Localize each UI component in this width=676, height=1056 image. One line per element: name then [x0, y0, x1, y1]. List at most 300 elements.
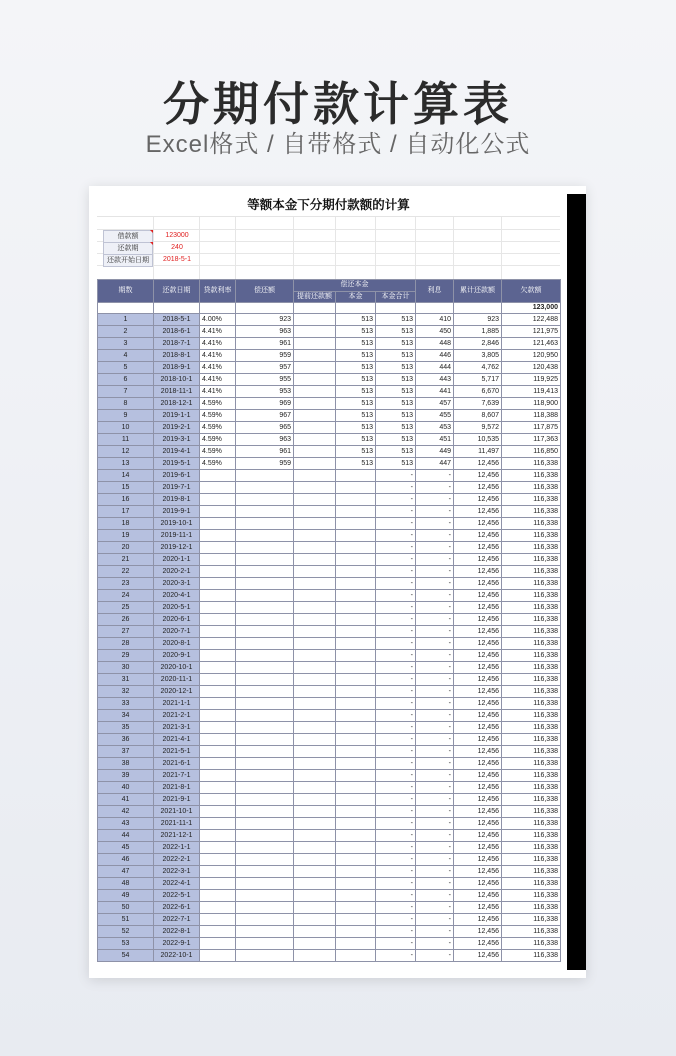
principal-cell[interactable]: 513 [336, 386, 376, 398]
prepay-cell[interactable] [294, 722, 336, 734]
interest-cell[interactable]: - [416, 794, 454, 806]
period-cell[interactable]: 52 [98, 926, 154, 938]
prepay-cell[interactable] [294, 686, 336, 698]
date-cell[interactable]: 2022-9-1 [154, 938, 200, 950]
interest-cell[interactable]: - [416, 482, 454, 494]
payment-cell[interactable] [236, 554, 294, 566]
rate-cell[interactable] [200, 698, 236, 710]
payment-cell[interactable] [236, 566, 294, 578]
period-cell[interactable]: 51 [98, 914, 154, 926]
principal-total-cell[interactable]: - [376, 830, 416, 842]
principal-cell[interactable] [336, 662, 376, 674]
payment-cell[interactable] [236, 722, 294, 734]
principal-total-cell[interactable]: - [376, 662, 416, 674]
balance-cell[interactable]: 116,338 [502, 626, 561, 638]
balance-cell[interactable]: 116,338 [502, 722, 561, 734]
period-cell[interactable]: 14 [98, 470, 154, 482]
period-cell[interactable]: 48 [98, 878, 154, 890]
payment-cell[interactable]: 965 [236, 422, 294, 434]
payment-cell[interactable] [236, 854, 294, 866]
payment-cell[interactable] [236, 482, 294, 494]
date-cell[interactable]: 2021-7-1 [154, 770, 200, 782]
prepay-cell[interactable] [294, 782, 336, 794]
balance-cell[interactable]: 116,338 [502, 674, 561, 686]
payment-cell[interactable] [236, 770, 294, 782]
prepay-cell[interactable] [294, 638, 336, 650]
principal-total-cell[interactable]: 513 [376, 362, 416, 374]
balance-cell[interactable]: 116,338 [502, 662, 561, 674]
rate-cell[interactable] [200, 566, 236, 578]
interest-cell[interactable]: - [416, 806, 454, 818]
date-cell[interactable]: 2021-3-1 [154, 722, 200, 734]
balance-cell[interactable]: 119,413 [502, 386, 561, 398]
principal-cell[interactable] [336, 686, 376, 698]
interest-cell[interactable]: 449 [416, 446, 454, 458]
date-cell[interactable]: 2021-11-1 [154, 818, 200, 830]
date-cell[interactable]: 2020-10-1 [154, 662, 200, 674]
cumulative-cell[interactable]: 12,456 [454, 542, 502, 554]
principal-cell[interactable] [336, 578, 376, 590]
cumulative-cell[interactable]: 12,456 [454, 710, 502, 722]
payment-cell[interactable]: 959 [236, 458, 294, 470]
interest-cell[interactable]: - [416, 782, 454, 794]
principal-total-cell[interactable]: 513 [376, 410, 416, 422]
date-cell[interactable]: 2022-3-1 [154, 866, 200, 878]
period-cell[interactable]: 3 [98, 338, 154, 350]
date-cell[interactable]: 2020-4-1 [154, 590, 200, 602]
rate-cell[interactable] [200, 470, 236, 482]
period-cell[interactable]: 10 [98, 422, 154, 434]
interest-cell[interactable]: - [416, 578, 454, 590]
payment-cell[interactable]: 969 [236, 398, 294, 410]
balance-cell[interactable]: 121,463 [502, 338, 561, 350]
payment-cell[interactable] [236, 710, 294, 722]
interest-cell[interactable]: - [416, 494, 454, 506]
cumulative-cell[interactable]: 12,456 [454, 806, 502, 818]
payment-cell[interactable] [236, 590, 294, 602]
payment-cell[interactable] [236, 866, 294, 878]
principal-cell[interactable] [336, 698, 376, 710]
payment-cell[interactable] [236, 674, 294, 686]
payment-cell[interactable] [236, 782, 294, 794]
cumulative-cell[interactable]: 12,456 [454, 758, 502, 770]
principal-cell[interactable]: 513 [336, 338, 376, 350]
rate-cell[interactable] [200, 830, 236, 842]
prepay-cell[interactable] [294, 590, 336, 602]
balance-cell[interactable]: 120,438 [502, 362, 561, 374]
date-cell[interactable]: 2021-6-1 [154, 758, 200, 770]
payment-cell[interactable] [236, 662, 294, 674]
period-cell[interactable]: 25 [98, 602, 154, 614]
interest-cell[interactable]: - [416, 542, 454, 554]
period-cell[interactable]: 29 [98, 650, 154, 662]
prepay-cell[interactable] [294, 542, 336, 554]
rate-cell[interactable] [200, 626, 236, 638]
balance-cell[interactable]: 116,338 [502, 470, 561, 482]
period-cell[interactable]: 4 [98, 350, 154, 362]
date-cell[interactable]: 2022-8-1 [154, 926, 200, 938]
balance-cell[interactable]: 116,338 [502, 518, 561, 530]
principal-cell[interactable] [336, 890, 376, 902]
payment-cell[interactable]: 963 [236, 434, 294, 446]
balance-cell[interactable]: 116,338 [502, 638, 561, 650]
interest-cell[interactable]: - [416, 734, 454, 746]
cumulative-cell[interactable]: 12,456 [454, 926, 502, 938]
prepay-cell[interactable] [294, 602, 336, 614]
period-cell[interactable]: 54 [98, 950, 154, 962]
param-value[interactable]: 2018-5-1 [162, 256, 192, 263]
param-value[interactable]: 123000 [165, 232, 189, 239]
prepay-cell[interactable] [294, 902, 336, 914]
balance-cell[interactable]: 116,338 [502, 530, 561, 542]
period-cell[interactable]: 26 [98, 614, 154, 626]
date-cell[interactable]: 2020-5-1 [154, 602, 200, 614]
balance-cell[interactable]: 116,338 [502, 914, 561, 926]
principal-cell[interactable] [336, 614, 376, 626]
period-cell[interactable]: 11 [98, 434, 154, 446]
principal-cell[interactable] [336, 506, 376, 518]
date-cell[interactable]: 2018-5-1 [154, 314, 200, 326]
date-cell[interactable]: 2020-1-1 [154, 554, 200, 566]
principal-total-cell[interactable]: - [376, 698, 416, 710]
payment-cell[interactable] [236, 614, 294, 626]
cumulative-cell[interactable]: 8,607 [454, 410, 502, 422]
rate-cell[interactable] [200, 734, 236, 746]
balance-cell[interactable]: 116,338 [502, 770, 561, 782]
principal-total-cell[interactable]: 513 [376, 446, 416, 458]
period-cell[interactable]: 32 [98, 686, 154, 698]
payment-cell[interactable] [236, 734, 294, 746]
cumulative-cell[interactable]: 12,456 [454, 734, 502, 746]
balance-cell[interactable]: 116,338 [502, 506, 561, 518]
payment-cell[interactable] [236, 746, 294, 758]
interest-cell[interactable]: 410 [416, 314, 454, 326]
rate-cell[interactable]: 4.41% [200, 326, 236, 338]
cumulative-cell[interactable]: 12,456 [454, 650, 502, 662]
cumulative-cell[interactable]: 12,456 [454, 938, 502, 950]
cumulative-cell[interactable]: 12,456 [454, 854, 502, 866]
interest-cell[interactable]: - [416, 902, 454, 914]
balance-cell[interactable]: 116,338 [502, 554, 561, 566]
interest-cell[interactable]: - [416, 470, 454, 482]
date-cell[interactable]: 2018-9-1 [154, 362, 200, 374]
interest-cell[interactable]: - [416, 938, 454, 950]
cumulative-cell[interactable]: 12,456 [454, 830, 502, 842]
prepay-cell[interactable] [294, 842, 336, 854]
cumulative-cell[interactable]: 9,572 [454, 422, 502, 434]
payment-cell[interactable] [236, 650, 294, 662]
rate-cell[interactable] [200, 866, 236, 878]
principal-cell[interactable]: 513 [336, 374, 376, 386]
principal-total-cell[interactable]: - [376, 758, 416, 770]
principal-cell[interactable] [336, 950, 376, 962]
period-cell[interactable]: 2 [98, 326, 154, 338]
interest-cell[interactable]: 443 [416, 374, 454, 386]
principal-total-cell[interactable]: - [376, 854, 416, 866]
period-cell[interactable]: 17 [98, 506, 154, 518]
cumulative-cell[interactable]: 12,456 [454, 518, 502, 530]
payment-cell[interactable] [236, 950, 294, 962]
principal-cell[interactable] [336, 854, 376, 866]
principal-cell[interactable] [336, 710, 376, 722]
period-cell[interactable]: 53 [98, 938, 154, 950]
balance-cell[interactable]: 116,338 [502, 926, 561, 938]
principal-cell[interactable] [336, 938, 376, 950]
balance-cell[interactable]: 116,338 [502, 842, 561, 854]
rate-cell[interactable] [200, 650, 236, 662]
rate-cell[interactable] [200, 686, 236, 698]
balance-cell[interactable]: 116,338 [502, 566, 561, 578]
principal-total-cell[interactable]: 513 [376, 374, 416, 386]
principal-cell[interactable] [336, 866, 376, 878]
principal-cell[interactable]: 513 [336, 434, 376, 446]
prepay-cell[interactable] [294, 554, 336, 566]
cumulative-cell[interactable]: 12,456 [454, 458, 502, 470]
prepay-cell[interactable] [294, 362, 336, 374]
rate-cell[interactable] [200, 878, 236, 890]
principal-total-cell[interactable]: - [376, 482, 416, 494]
prepay-cell[interactable] [294, 566, 336, 578]
principal-total-cell[interactable]: - [376, 530, 416, 542]
cumulative-cell[interactable]: 12,456 [454, 470, 502, 482]
period-cell[interactable]: 38 [98, 758, 154, 770]
prepay-cell[interactable] [294, 326, 336, 338]
prepay-cell[interactable] [294, 374, 336, 386]
prepay-cell[interactable] [294, 398, 336, 410]
prepay-cell[interactable] [294, 674, 336, 686]
cumulative-cell[interactable]: 6,670 [454, 386, 502, 398]
payment-cell[interactable] [236, 626, 294, 638]
cumulative-cell[interactable]: 12,456 [454, 626, 502, 638]
payment-cell[interactable] [236, 914, 294, 926]
date-cell[interactable]: 2020-3-1 [154, 578, 200, 590]
cumulative-cell[interactable]: 12,456 [454, 746, 502, 758]
prepay-cell[interactable] [294, 758, 336, 770]
rate-cell[interactable] [200, 842, 236, 854]
prepay-cell[interactable] [294, 938, 336, 950]
cumulative-cell[interactable]: 2,846 [454, 338, 502, 350]
period-cell[interactable]: 27 [98, 626, 154, 638]
prepay-cell[interactable] [294, 614, 336, 626]
cumulative-cell[interactable]: 5,717 [454, 374, 502, 386]
cumulative-cell[interactable]: 12,456 [454, 842, 502, 854]
payment-cell[interactable]: 959 [236, 350, 294, 362]
prepay-cell[interactable] [294, 734, 336, 746]
principal-cell[interactable] [336, 554, 376, 566]
principal-cell[interactable] [336, 830, 376, 842]
cumulative-cell[interactable]: 12,456 [454, 794, 502, 806]
cumulative-cell[interactable]: 12,456 [454, 818, 502, 830]
principal-total-cell[interactable]: 513 [376, 350, 416, 362]
interest-cell[interactable]: - [416, 506, 454, 518]
principal-total-cell[interactable]: - [376, 686, 416, 698]
rate-cell[interactable]: 4.41% [200, 362, 236, 374]
interest-cell[interactable]: - [416, 626, 454, 638]
prepay-cell[interactable] [294, 698, 336, 710]
balance-cell[interactable]: 116,338 [502, 806, 561, 818]
prepay-cell[interactable] [294, 626, 336, 638]
principal-total-cell[interactable]: - [376, 890, 416, 902]
balance-cell[interactable]: 116,338 [502, 746, 561, 758]
param-value[interactable]: 240 [171, 244, 183, 251]
interest-cell[interactable]: - [416, 770, 454, 782]
rate-cell[interactable] [200, 542, 236, 554]
balance-cell[interactable]: 116,338 [502, 614, 561, 626]
cumulative-cell[interactable]: 10,535 [454, 434, 502, 446]
payment-cell[interactable]: 967 [236, 410, 294, 422]
balance-cell[interactable]: 116,338 [502, 890, 561, 902]
principal-total-cell[interactable]: - [376, 770, 416, 782]
payment-cell[interactable] [236, 638, 294, 650]
payment-cell[interactable] [236, 542, 294, 554]
principal-total-cell[interactable]: - [376, 746, 416, 758]
rate-cell[interactable] [200, 614, 236, 626]
principal-total-cell[interactable]: - [376, 602, 416, 614]
balance-cell[interactable]: 116,338 [502, 482, 561, 494]
date-cell[interactable]: 2020-7-1 [154, 626, 200, 638]
principal-cell[interactable] [336, 758, 376, 770]
cumulative-cell[interactable]: 12,456 [454, 506, 502, 518]
prepay-cell[interactable] [294, 446, 336, 458]
rate-cell[interactable] [200, 506, 236, 518]
cumulative-cell[interactable]: 1,885 [454, 326, 502, 338]
date-cell[interactable]: 2020-11-1 [154, 674, 200, 686]
rate-cell[interactable] [200, 746, 236, 758]
date-cell[interactable]: 2021-2-1 [154, 710, 200, 722]
period-cell[interactable]: 45 [98, 842, 154, 854]
principal-total-cell[interactable]: 513 [376, 458, 416, 470]
principal-total-cell[interactable]: - [376, 938, 416, 950]
period-cell[interactable]: 16 [98, 494, 154, 506]
payment-cell[interactable] [236, 878, 294, 890]
cumulative-cell[interactable]: 3,805 [454, 350, 502, 362]
rate-cell[interactable]: 4.00% [200, 314, 236, 326]
principal-cell[interactable] [336, 530, 376, 542]
principal-cell[interactable]: 513 [336, 350, 376, 362]
principal-cell[interactable] [336, 674, 376, 686]
principal-cell[interactable] [336, 734, 376, 746]
rate-cell[interactable] [200, 806, 236, 818]
interest-cell[interactable]: 447 [416, 458, 454, 470]
principal-cell[interactable] [336, 650, 376, 662]
principal-cell[interactable]: 513 [336, 398, 376, 410]
principal-total-cell[interactable]: - [376, 614, 416, 626]
cumulative-cell[interactable]: 12,456 [454, 902, 502, 914]
principal-cell[interactable]: 513 [336, 362, 376, 374]
date-cell[interactable]: 2021-12-1 [154, 830, 200, 842]
prepay-cell[interactable] [294, 890, 336, 902]
rate-cell[interactable] [200, 902, 236, 914]
period-cell[interactable]: 1 [98, 314, 154, 326]
balance-cell[interactable]: 120,950 [502, 350, 561, 362]
date-cell[interactable]: 2018-11-1 [154, 386, 200, 398]
prepay-cell[interactable] [294, 818, 336, 830]
principal-cell[interactable]: 513 [336, 326, 376, 338]
date-cell[interactable]: 2020-8-1 [154, 638, 200, 650]
rate-cell[interactable] [200, 710, 236, 722]
payment-cell[interactable] [236, 686, 294, 698]
rate-cell[interactable]: 4.59% [200, 398, 236, 410]
period-cell[interactable]: 50 [98, 902, 154, 914]
rate-cell[interactable] [200, 722, 236, 734]
interest-cell[interactable]: - [416, 602, 454, 614]
date-cell[interactable]: 2019-9-1 [154, 506, 200, 518]
prepay-cell[interactable] [294, 830, 336, 842]
date-cell[interactable]: 2018-8-1 [154, 350, 200, 362]
interest-cell[interactable]: 451 [416, 434, 454, 446]
period-cell[interactable]: 30 [98, 662, 154, 674]
period-cell[interactable]: 49 [98, 890, 154, 902]
rate-cell[interactable]: 4.41% [200, 386, 236, 398]
prepay-cell[interactable] [294, 806, 336, 818]
interest-cell[interactable]: - [416, 674, 454, 686]
period-cell[interactable]: 23 [98, 578, 154, 590]
period-cell[interactable]: 46 [98, 854, 154, 866]
principal-cell[interactable] [336, 626, 376, 638]
rate-cell[interactable] [200, 638, 236, 650]
payment-cell[interactable] [236, 518, 294, 530]
principal-cell[interactable] [336, 746, 376, 758]
period-cell[interactable]: 7 [98, 386, 154, 398]
cumulative-cell[interactable]: 12,456 [454, 770, 502, 782]
interest-cell[interactable]: - [416, 650, 454, 662]
period-cell[interactable]: 36 [98, 734, 154, 746]
balance-cell[interactable]: 118,900 [502, 398, 561, 410]
prepay-cell[interactable] [294, 506, 336, 518]
prepay-cell[interactable] [294, 458, 336, 470]
interest-cell[interactable]: - [416, 518, 454, 530]
rate-cell[interactable] [200, 782, 236, 794]
cumulative-cell[interactable]: 12,456 [454, 914, 502, 926]
period-cell[interactable]: 15 [98, 482, 154, 494]
balance-cell[interactable]: 117,875 [502, 422, 561, 434]
date-cell[interactable]: 2022-10-1 [154, 950, 200, 962]
cumulative-cell[interactable]: 12,456 [454, 578, 502, 590]
period-cell[interactable]: 33 [98, 698, 154, 710]
prepay-cell[interactable] [294, 926, 336, 938]
period-cell[interactable]: 8 [98, 398, 154, 410]
balance-cell[interactable]: 116,338 [502, 794, 561, 806]
date-cell[interactable]: 2022-6-1 [154, 902, 200, 914]
balance-cell[interactable]: 118,388 [502, 410, 561, 422]
period-cell[interactable]: 43 [98, 818, 154, 830]
period-cell[interactable]: 44 [98, 830, 154, 842]
prepay-cell[interactable] [294, 470, 336, 482]
period-cell[interactable]: 22 [98, 566, 154, 578]
balance-cell[interactable]: 116,338 [502, 830, 561, 842]
interest-cell[interactable]: 457 [416, 398, 454, 410]
principal-total-cell[interactable]: - [376, 674, 416, 686]
date-cell[interactable]: 2021-8-1 [154, 782, 200, 794]
rate-cell[interactable] [200, 854, 236, 866]
interest-cell[interactable]: - [416, 914, 454, 926]
cumulative-cell[interactable]: 12,456 [454, 722, 502, 734]
balance-cell[interactable]: 116,338 [502, 878, 561, 890]
date-cell[interactable]: 2019-3-1 [154, 434, 200, 446]
balance-cell[interactable]: 121,975 [502, 326, 561, 338]
period-cell[interactable]: 6 [98, 374, 154, 386]
prepay-cell[interactable] [294, 662, 336, 674]
principal-total-cell[interactable]: - [376, 518, 416, 530]
date-cell[interactable]: 2019-6-1 [154, 470, 200, 482]
cumulative-cell[interactable]: 11,497 [454, 446, 502, 458]
principal-total-cell[interactable]: 513 [376, 314, 416, 326]
payment-cell[interactable] [236, 506, 294, 518]
principal-total-cell[interactable]: 513 [376, 386, 416, 398]
balance-cell[interactable]: 116,850 [502, 446, 561, 458]
cumulative-cell[interactable]: 7,639 [454, 398, 502, 410]
payment-cell[interactable] [236, 902, 294, 914]
